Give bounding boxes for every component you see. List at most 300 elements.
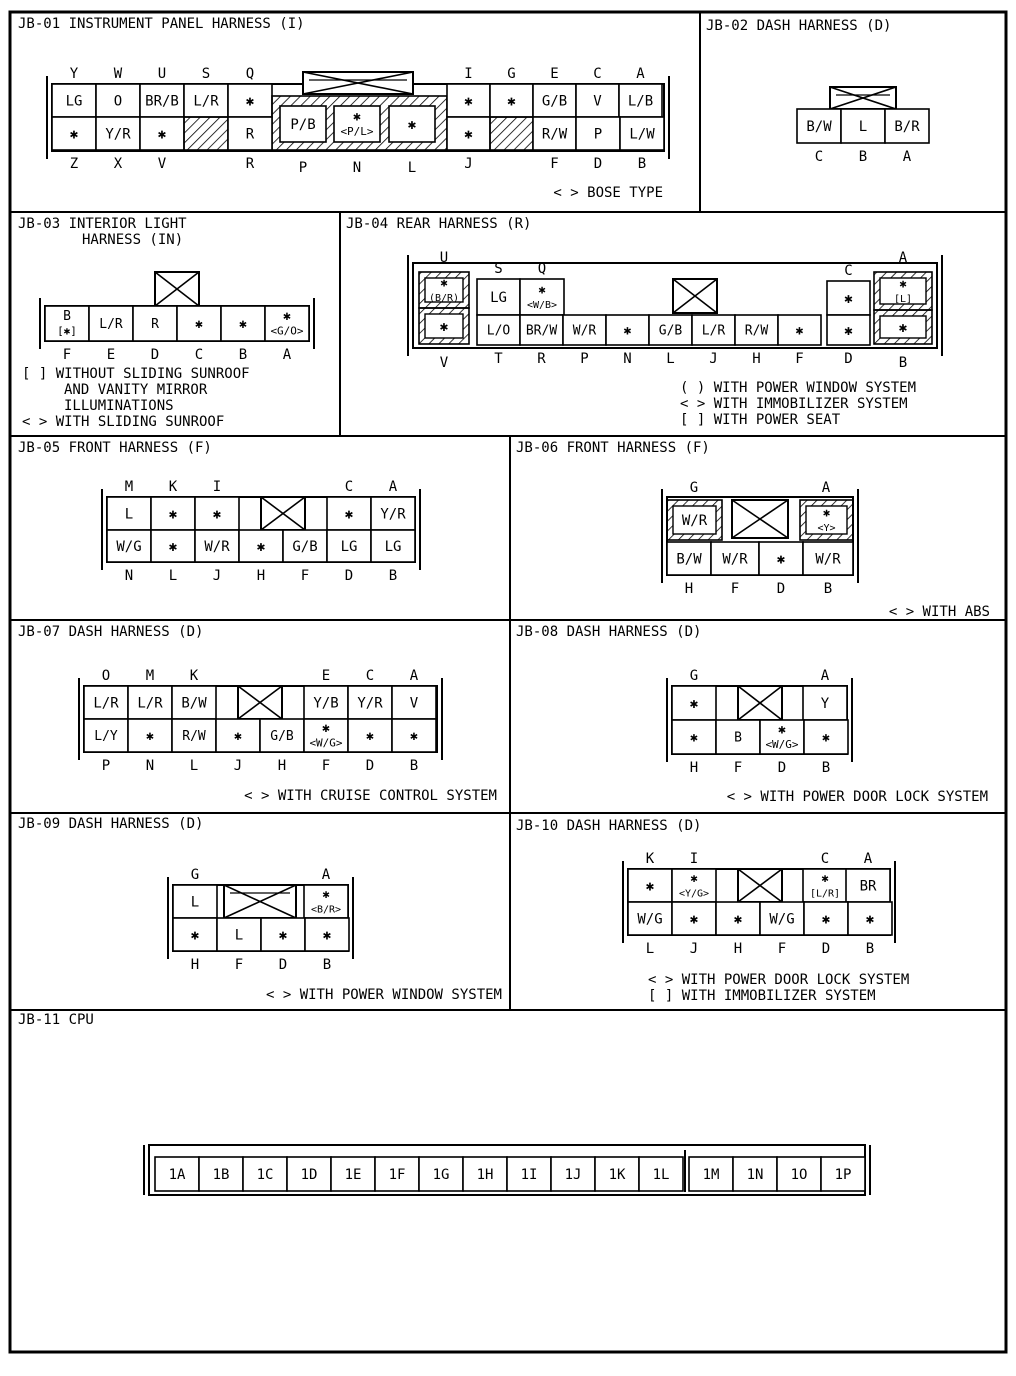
pin-letter: E — [550, 66, 559, 82]
connector-pin — [334, 106, 380, 142]
connector-pin — [533, 117, 576, 172]
connector-pin — [576, 117, 620, 172]
pin-letter: E — [106, 347, 116, 363]
pin-wire-code: ✱ — [538, 282, 546, 297]
jb-05-panel — [18, 440, 420, 584]
pin-wire-code: L/W — [629, 126, 655, 143]
pin-wire-code: ✱ — [353, 109, 361, 125]
jb-02-panel — [706, 18, 929, 165]
pin-wire-code: W/R — [204, 539, 230, 555]
connector-pin — [348, 719, 392, 774]
pin-wire-code: B/R — [894, 119, 920, 135]
pin-wire-code-variant: <G/O> — [270, 324, 304, 338]
pin-letter: S — [201, 66, 211, 82]
pin-letter: V — [157, 156, 167, 172]
pin-wire-code: ✱ — [795, 323, 804, 339]
pin-wire-code: ✱ — [146, 729, 154, 744]
pin-letter: K — [168, 479, 178, 495]
connector-pin — [447, 66, 490, 117]
pin-wire-code: ✱ — [898, 320, 908, 336]
pin-wire-code: ✱ — [865, 911, 875, 928]
connector-pin — [260, 719, 304, 774]
pin-wire-code: L/O — [486, 323, 511, 339]
pin-letter: J — [464, 156, 473, 172]
footnote: < > WITH POWER WINDOW SYSTEM — [265, 987, 502, 1003]
pin-letter: G — [689, 668, 699, 684]
pin-wire-code: 1O — [790, 1167, 808, 1183]
pin-wire-code: R/W — [541, 126, 568, 143]
footnote: < > WITH POWER DOOR LOCK SYSTEM — [726, 789, 988, 805]
footnote: ILLUMINATIONS — [64, 398, 174, 414]
connector-pin — [155, 1157, 199, 1191]
pin-letter: C — [194, 347, 204, 363]
pin-wire-code: G/B — [292, 539, 318, 555]
pin-letter: P — [101, 758, 111, 774]
pin-wire-code: L/R — [93, 695, 119, 712]
pin-wire-code-variant: <P/L> — [340, 125, 374, 138]
pin-letter: Q — [245, 66, 255, 82]
pin-wire-code: G/B — [541, 93, 568, 110]
connector-pin — [348, 668, 392, 719]
pin-wire-code: 1A — [168, 1167, 186, 1183]
connector-pin — [595, 1157, 639, 1191]
connector-pin — [520, 261, 564, 315]
pin-wire-code: ✱ — [822, 730, 830, 746]
pin-wire-code: ✱ — [821, 911, 831, 928]
connector-pin — [133, 306, 177, 363]
pin-wire-code: P/B — [290, 117, 316, 133]
connector-pin — [804, 720, 848, 776]
connector-pin — [261, 918, 305, 973]
pin-letter: C — [365, 668, 375, 684]
pin-wire-code: ✱ — [168, 506, 178, 523]
pin-letter: W — [113, 66, 123, 82]
connector-pin — [777, 1157, 821, 1191]
pin-letter: X — [113, 156, 123, 172]
pin-letter: H — [733, 941, 743, 957]
connector-pin — [89, 306, 133, 363]
pin-wire-code: 1B — [212, 1167, 230, 1183]
connector-pin — [221, 306, 265, 363]
pin-letter: F — [300, 568, 310, 584]
footnote: < > BOSE TYPE — [553, 185, 663, 201]
pin-wire-code: 1P — [834, 1167, 852, 1183]
pin-wire-code: ✱ — [407, 117, 417, 133]
connector-pin — [716, 902, 760, 957]
pin-letter: F — [321, 758, 331, 774]
pin-letter: Z — [69, 156, 79, 172]
connector-pin — [140, 117, 184, 172]
pin-wire-code: ✱ — [464, 126, 473, 143]
connector-pin — [173, 867, 217, 918]
pin-wire-code: V — [593, 93, 602, 110]
pin-wire-code: L/R — [99, 317, 123, 332]
connector-pin — [304, 668, 348, 719]
pin-letter: M — [124, 479, 134, 495]
connector-pin — [619, 66, 662, 117]
connector-pin — [606, 315, 649, 367]
connector-pin — [172, 668, 216, 719]
pin-wire-code-variant: <W/G> — [765, 738, 799, 751]
hatched-cavity — [184, 117, 228, 150]
pin-wire-code: 1D — [300, 1167, 318, 1183]
pin-letter: C — [344, 479, 354, 495]
connector-pin — [797, 109, 841, 165]
connector-pin — [477, 261, 520, 315]
jb-09-title: JB-09 DASH HARNESS (D) — [18, 816, 204, 832]
pin-letter: L — [189, 758, 199, 774]
pin-letter: J — [212, 568, 222, 584]
connector-pin — [184, 66, 228, 117]
blank-cavity-marker — [303, 72, 413, 94]
blank-cavity-marker — [261, 497, 305, 530]
pin-letter: E — [321, 668, 331, 684]
pin-letter: D — [777, 760, 787, 776]
pin-wire-code: B/W — [806, 119, 832, 135]
connector-pin — [84, 668, 128, 719]
pin-letter: F — [234, 957, 244, 973]
jb-04-title: JB-04 REAR HARNESS (R) — [346, 216, 532, 232]
pin-wire-code: LG — [65, 93, 83, 110]
footnote: [ ] WITH IMMOBILIZER SYSTEM — [648, 988, 876, 1004]
connector-pin — [735, 315, 778, 367]
connector-pin — [107, 530, 151, 584]
pin-letter: S — [494, 261, 503, 277]
connector-pin — [389, 106, 435, 142]
pin-wire-code: R — [151, 317, 159, 332]
pin-wire-code-variant: <B/R> — [310, 904, 342, 916]
jb-01-panel — [18, 16, 669, 201]
connector-pin — [846, 851, 890, 902]
pin-letter: V — [439, 355, 449, 371]
pin-letter: D — [844, 351, 853, 367]
pin-wire-code: W/R — [722, 551, 748, 568]
pin-letter: D — [365, 758, 375, 774]
jb-08-panel — [516, 624, 988, 805]
connector-pin — [551, 1157, 595, 1191]
footnote: ( ) WITH POWER WINDOW SYSTEM — [680, 380, 917, 396]
pin-letter: A — [409, 668, 419, 684]
jb-02-title: JB-02 DASH HARNESS (D) — [706, 18, 892, 34]
pin-wire-code: BR — [859, 878, 877, 895]
pin-wire-code: ✱ — [69, 126, 79, 143]
pin-wire-code: ✱ — [366, 729, 374, 744]
pin-wire-code: ✱ — [776, 551, 786, 568]
pin-wire-code: O — [113, 93, 123, 110]
pin-letter: C — [820, 851, 830, 867]
pin-letter: R — [537, 351, 546, 367]
pin-letter: H — [277, 758, 287, 774]
pin-letter: T — [494, 351, 503, 367]
pin-wire-code: V — [409, 695, 419, 712]
connector-pin — [375, 1157, 419, 1191]
connector-pin — [760, 902, 804, 957]
pin-letter: F — [550, 156, 559, 172]
connector-pin — [195, 530, 239, 584]
connector-pin — [620, 117, 664, 172]
connector-pin — [195, 479, 239, 530]
pin-letter: G — [689, 480, 699, 496]
footnote: [ ] WITHOUT SLIDING SUNROOF — [22, 366, 250, 382]
connector-pin — [803, 668, 847, 720]
connector-pin — [305, 918, 349, 973]
connector-pin — [52, 117, 96, 172]
connector-pin — [392, 668, 436, 719]
connector-pin — [628, 851, 672, 902]
connector-pin — [172, 719, 216, 774]
pin-letter: G — [190, 867, 200, 883]
pin-letter: J — [233, 758, 243, 774]
connector-pin — [778, 315, 821, 367]
pin-wire-code: LG — [340, 539, 358, 555]
connector-pin — [419, 272, 469, 308]
pin-letter: B — [637, 156, 647, 172]
pin-wire-code: ✱ — [157, 126, 167, 143]
pin-wire-code: ✱ — [322, 887, 330, 901]
connector-pin — [151, 479, 195, 530]
pin-letter: B — [865, 941, 875, 957]
connector-pin — [533, 66, 576, 117]
connector-pin — [667, 500, 722, 540]
jb-03-title-line2: HARNESS (IN) — [82, 232, 184, 248]
pin-wire-code: ✱ — [278, 927, 288, 944]
pin-wire-code: ✱ — [690, 871, 698, 885]
pin-wire-code: LG — [490, 290, 507, 306]
pin-letter: R — [245, 156, 255, 172]
pin-letter: A — [863, 851, 873, 867]
pin-wire-code-variant: <Y> — [817, 523, 836, 534]
pin-wire-code: L — [124, 506, 134, 523]
pin-wire-code: ✱ — [844, 291, 853, 307]
jb-10-title: JB-10 DASH HARNESS (D) — [516, 818, 702, 834]
pin-letter: A — [821, 480, 831, 496]
pin-wire-code: B/W — [181, 695, 207, 712]
jb-10-panel — [516, 818, 909, 1004]
connector-pin — [280, 106, 326, 142]
pin-letter: B — [898, 355, 908, 371]
connector-pin — [804, 902, 848, 957]
pin-letter: K — [645, 851, 655, 867]
pin-letter: I — [689, 851, 699, 867]
connector-pin — [371, 530, 415, 584]
connector-pin — [327, 479, 371, 530]
connector-pin — [151, 530, 195, 584]
connector-pin — [692, 315, 735, 367]
pin-wire-code: ✱ — [195, 317, 203, 332]
pin-wire-code: P — [593, 126, 603, 143]
connector-pin — [327, 530, 371, 584]
pin-letter: O — [101, 668, 111, 684]
connector-pin — [576, 66, 619, 117]
pin-wire-code: L/B — [627, 93, 654, 110]
connector-pin — [84, 719, 128, 774]
pin-wire-code-variant: (B/R) — [428, 293, 460, 304]
connector-pin — [128, 719, 172, 774]
connector-pin — [228, 117, 272, 172]
pin-wire-code: Y/R — [357, 695, 383, 712]
pin-letter: B — [823, 581, 833, 597]
pin-letter: I — [464, 66, 473, 82]
pin-wire-code: 1G — [432, 1167, 450, 1183]
pin-wire-code: ✱ — [689, 696, 699, 712]
connector-pin — [827, 315, 870, 367]
pin-wire-code: 1I — [520, 1167, 538, 1183]
pin-letter: H — [689, 760, 699, 776]
pin-letter: B — [409, 758, 419, 774]
pin-wire-code: ✱ — [623, 323, 632, 339]
jb-11-panel — [18, 1012, 870, 1195]
pin-wire-code: ✱ — [645, 878, 655, 895]
pin-letter: D — [344, 568, 354, 584]
pin-letter: N — [124, 568, 134, 584]
pin-wire-code: 1N — [746, 1167, 764, 1183]
connector-pin — [874, 272, 932, 310]
blank-cavity-marker — [673, 279, 717, 313]
connector-pin — [672, 720, 716, 776]
connector-pin — [228, 66, 272, 117]
pin-letter: C — [844, 263, 853, 279]
connector-pin — [447, 117, 490, 172]
pin-wire-code: LG — [384, 539, 402, 555]
pin-wire-code-variant: [L/R] — [809, 888, 841, 900]
pin-letter: M — [145, 668, 155, 684]
connector-pin — [199, 1157, 243, 1191]
pin-wire-code: W/G — [769, 911, 795, 928]
pin-wire-code-variant: <Y/G> — [678, 888, 710, 900]
pin-wire-code: L — [858, 119, 868, 135]
blank-cavity-marker — [155, 272, 199, 306]
pin-wire-code: L/R — [701, 323, 726, 339]
connector-pin — [287, 1157, 331, 1191]
pin-wire-code: ✱ — [322, 927, 332, 944]
pin-wire-code: ✱ — [322, 721, 330, 736]
pin-wire-code: G/B — [270, 729, 294, 744]
pin-letter: A — [388, 479, 398, 495]
jb-03-panel — [18, 216, 314, 430]
pin-wire-code: G/B — [658, 323, 683, 339]
pin-wire-code: ✱ — [821, 871, 829, 885]
blank-cavity-marker — [224, 885, 296, 918]
pin-letter: L — [645, 941, 655, 957]
jb-01-title: JB-01 INSTRUMENT PANEL HARNESS (I) — [18, 16, 305, 32]
pin-wire-code: Y/R — [105, 126, 131, 143]
connector-pin — [759, 542, 803, 597]
connector-pin — [304, 867, 348, 918]
pin-letter: B — [238, 347, 248, 363]
connector-pin — [711, 542, 759, 597]
pin-wire-code: ✱ — [239, 317, 247, 332]
jb-06-panel — [516, 440, 990, 620]
pin-letter: D — [150, 347, 160, 363]
connector-pin — [716, 720, 760, 776]
connector-pin — [874, 310, 932, 344]
pin-letter: U — [157, 66, 167, 82]
pin-wire-code: Y/B — [313, 695, 339, 712]
pin-letter: C — [814, 149, 824, 165]
footnote: [ ] WITH POWER SEAT — [680, 412, 841, 428]
connector-pin — [841, 109, 885, 165]
pin-letter: A — [898, 250, 908, 266]
pin-wire-code: ✱ — [344, 506, 354, 523]
pin-wire-code: 1K — [608, 1167, 626, 1183]
pin-letter: C — [593, 66, 602, 82]
connector-pin — [628, 902, 672, 957]
pin-letter: K — [189, 668, 199, 684]
connector-pin — [733, 1157, 777, 1191]
connector-pin — [419, 1157, 463, 1191]
blank-cavity-marker — [830, 87, 896, 109]
pin-letter: G — [507, 66, 516, 82]
pin-wire-code: ✱ — [212, 506, 222, 523]
pin-letter: F — [62, 347, 72, 363]
connector-pin — [463, 1157, 507, 1191]
pin-wire-code: L/R — [137, 695, 163, 712]
connector-pin — [331, 1157, 375, 1191]
pin-wire-code: ✱ — [283, 309, 291, 324]
pin-letter: P — [580, 351, 589, 367]
pin-letter: Y — [69, 66, 79, 82]
connector-pin — [173, 918, 217, 973]
pin-wire-code: L/Y — [94, 729, 118, 744]
pin-letter: N — [352, 160, 362, 176]
pin-wire-code: 1H — [476, 1167, 494, 1183]
pin-wire-code: ✱ — [778, 722, 786, 738]
pin-letter: B — [858, 149, 868, 165]
connector-pin — [885, 109, 929, 165]
pin-letter: J — [709, 351, 718, 367]
connector-pin — [283, 530, 327, 584]
pin-wire-code: ✱ — [256, 539, 266, 555]
pin-wire-code: 1M — [702, 1167, 720, 1183]
pin-letter: J — [689, 941, 699, 957]
pin-letter: D — [593, 156, 603, 172]
blank-cavity-marker — [738, 869, 782, 902]
connector-pin — [507, 1157, 551, 1191]
pin-wire-code: ✱ — [733, 911, 743, 928]
pin-wire-code: ✱ — [464, 93, 473, 110]
pin-letter: N — [145, 758, 155, 774]
connector-pin — [827, 263, 870, 315]
pin-letter: L — [168, 568, 178, 584]
pin-wire-code: R/W — [182, 729, 206, 744]
connector-pin — [128, 668, 172, 719]
pin-wire-code: W/G — [637, 911, 663, 928]
pin-letter: H — [752, 351, 761, 367]
connector-pin — [419, 308, 469, 344]
pin-wire-code: 1J — [564, 1167, 582, 1183]
hatched-cavity — [490, 117, 533, 150]
connector-pin — [392, 719, 436, 774]
connector-pin — [265, 306, 309, 363]
pin-letter: U — [439, 250, 449, 266]
pin-wire-code: R — [245, 126, 255, 143]
connector-pin — [96, 66, 140, 117]
pin-wire-code: ✱ — [234, 729, 242, 744]
connector-pin — [639, 1157, 683, 1191]
pin-letter: A — [902, 149, 912, 165]
connector-pin — [821, 1157, 865, 1191]
pin-wire-code: W/R — [681, 513, 708, 529]
pin-wire-code: 1L — [652, 1167, 670, 1183]
footnote: AND VANITY MIRROR — [64, 382, 208, 398]
footnote: < > WITH POWER DOOR LOCK SYSTEM — [648, 972, 910, 988]
pin-letter: L — [407, 160, 417, 176]
pin-wire-code: Y — [820, 696, 830, 712]
connector-pin — [672, 668, 716, 720]
pin-wire-code-variant: [L] — [893, 294, 913, 305]
jb-06-title: JB-06 FRONT HARNESS (F) — [516, 440, 710, 456]
pin-wire-code: ✱ — [507, 93, 516, 110]
